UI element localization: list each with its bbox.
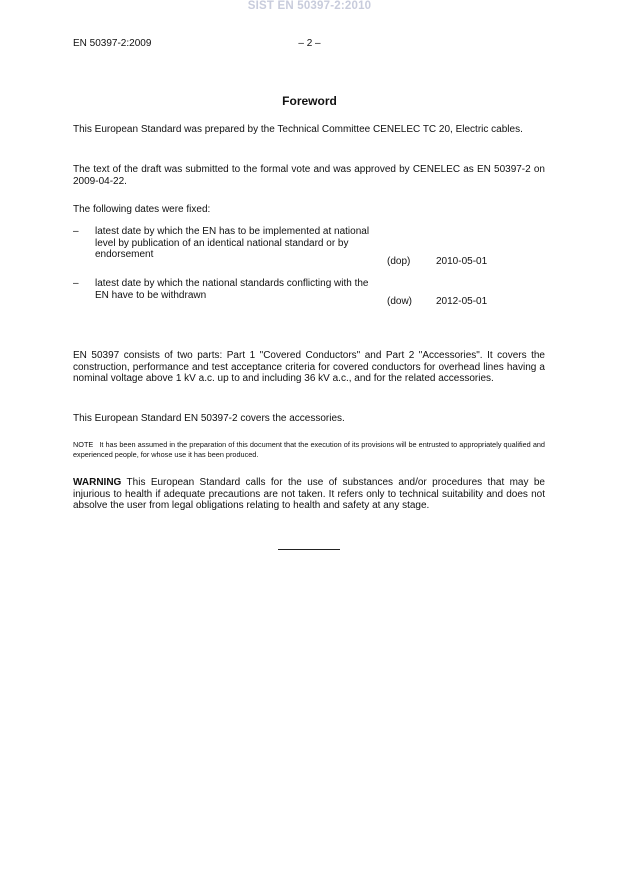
date-code: (dow)	[387, 296, 413, 307]
header-page-number: – 2 –	[298, 38, 321, 49]
end-rule	[278, 549, 340, 550]
warning-text: This European Standard calls for the use of substances and/or procedures that may be injurious to health if adequate precautions are not taken. It refers only to technical suitability and does not absolve the user from legal obligations relating to health and safety at any stage.	[73, 477, 545, 512]
note-text: It has been assumed in the preparation of this document that the execution of its provisions will be entrusted to appropriately qualified and experienced people, for whose use it has been produced.	[73, 440, 545, 460]
date-item-text: latest date by which the EN has to be implemented at national level by publication of an identical national standard or by endorsement	[95, 226, 370, 261]
paragraph-approval: The text of the draft was submitted to the formal vote and was approved by CENELEC as EN 50397-2 on 2009-04-22.	[73, 164, 545, 187]
date-item-text: latest date by which the national standards conflicting with the EN have to be withdrawn	[95, 278, 369, 301]
warning	[73, 477, 545, 512]
warning-label: WARNING	[73, 477, 122, 488]
paragraph-dates-intro: The following dates were fixed:	[73, 204, 211, 215]
note-label: NOTE	[73, 440, 94, 449]
page-title: Foreword	[282, 94, 337, 108]
date-value: 2012-05-01	[436, 296, 488, 307]
list-dash: –	[73, 226, 79, 237]
paragraph-committee: This European Standard was prepared by the Technical Committee CENELEC TC 20, Electric cables.	[73, 124, 523, 135]
header-doc-id: EN 50397-2:2009	[73, 38, 152, 49]
date-value: 2010-05-01	[436, 256, 488, 267]
watermark: SIST EN 50397-2:2010	[247, 0, 372, 12]
paragraph-parts: EN 50397 consists of two parts: Part 1 "Covered Conductors" and Part 2 "Accessories". It covers the construction, performance and test acceptance criteria for covered conductors for overhead lines having a nominal voltage above 1 kV a.c. up to and including 36 kV a.c., and for the related accessories.	[73, 350, 545, 385]
paragraph-scope: This European Standard EN 50397-2 covers the accessories.	[73, 413, 345, 424]
list-dash: –	[73, 278, 79, 289]
note	[73, 440, 545, 460]
date-code: (dop)	[387, 256, 411, 267]
